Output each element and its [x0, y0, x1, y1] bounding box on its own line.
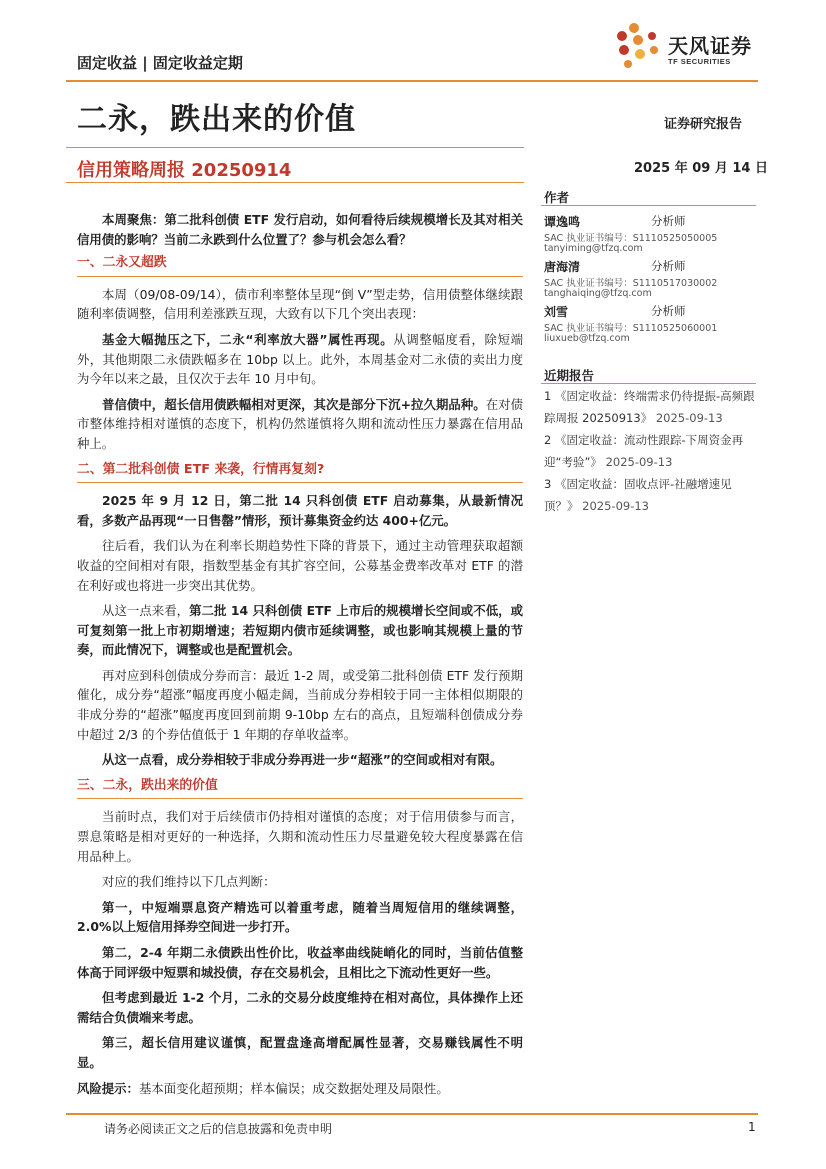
section-3-title: 三、二永，跌出来的价值 — [77, 777, 218, 793]
recent-report-item[interactable] — [544, 385, 759, 429]
risk-warning — [77, 1079, 523, 1099]
paragraph: 对应的我们维持以下几点判断： — [102, 874, 276, 890]
risk-text: 基本面变化超预期；样本偏误；成交数据处理及局限性。 — [138, 1080, 449, 1096]
brand-name-en: TF SECURITIES — [668, 57, 731, 66]
paragraph: 往后看，我们认为在利率长期趋势性下降的背景下，通过主动管理获取超额收益的空间相对有限，指数型基金有其扩容空间，公募基金费率改革对 ETF 的潜在利好或也将进一步突出其优势。 — [77, 538, 523, 593]
recent-divider — [541, 383, 756, 384]
recent-report-title: 1 《固定收益：终端需求仍待提振-高频跟踪周报 20250913》 — [544, 389, 755, 425]
paragraph: 第三，超长信用建议谨慎，配置盘逢高增配属性显著，交易赚钱属性不明显。 — [77, 1035, 523, 1070]
paragraph: 第一，中短端票息资产精选可以着重考虑，随着当周短信用的继续调整，2.0%以上短信用择券空间进一步打开。 — [77, 899, 523, 935]
section-1-title: 一、二永又超跌 — [77, 255, 167, 271]
section-divider — [77, 798, 523, 799]
recent-report-item[interactable] — [544, 473, 759, 517]
author-role: 分析师 — [651, 304, 686, 318]
authors-divider — [541, 205, 756, 206]
report-type: 证券研究报告 — [664, 117, 743, 132]
report-subtitle: 信用策略周报 20250914 — [77, 160, 292, 181]
recent-report-date: 2025-09-13 — [655, 411, 723, 425]
recent-report-title: 2 《固定收益：流动性跟踪-下周资金再迎“考验”》 — [544, 433, 744, 469]
author-name: 唐海清 — [544, 260, 581, 274]
footer-divider — [66, 1113, 758, 1115]
subtitle-divider — [66, 182, 524, 183]
paragraph: 但考虑到最近 1-2 个月，二永的交易分歧度维持在相对高位，具体操作上还需结合负债端来考虑。 — [77, 990, 523, 1025]
report-category: 固定收益 | 固定收益定期 — [77, 54, 243, 72]
paragraph — [77, 395, 523, 454]
author-email[interactable]: tanyiming@tfzq.com — [544, 243, 643, 254]
paragraph-body: 在对债市整体维持相对谨慎的态度下，机构仍然谨慎将久期和流动性压力暴露在信用品种上。 — [77, 396, 523, 451]
paragraph: 当前时点，我们对于后续债市仍持相对谨慎的态度；对于信用债参与而言，票息策略是相对更好的一种选择，久期和流动性压力尽量避免较大程度暴露在信用品种上。 — [77, 809, 523, 864]
authors-heading: 作者 — [544, 190, 570, 205]
author-cert: SAC 执业证书编号：S1110517030002 — [544, 278, 718, 289]
author-name: 刘雪 — [544, 305, 569, 319]
page-title: 二永，跌出来的价值 — [77, 102, 356, 137]
brand-name: 天风证券 — [668, 34, 752, 58]
recent-reports-heading: 近期报告 — [544, 368, 595, 383]
paragraph — [77, 601, 523, 660]
paragraph-lead: 基金大幅抛压之下，二永“利率放大器”属性再现。 — [102, 331, 394, 347]
recent-report-date: 2025-09-13 — [605, 455, 673, 469]
recent-report-date: 2025-09-13 — [582, 499, 649, 513]
paragraph: 再对应到科创债成分券而言：最近 1-2 周，或受第二批科创债 ETF 发行预期催化，成分券“超涨”幅度再度小幅走阔，当前成分券相较于同一主体相似期限的非成分券的“超涨”幅度再度回到前期 9-10bp 左右的高点，且短端科创债成分券中超过 2/3 的个券估值低于 1 年期的存单收益率。 — [77, 667, 523, 742]
author-cert: SAC 执业证书编号：S1110525050005 — [544, 233, 718, 244]
report-date: 2025 年 09 月 14 日 — [634, 161, 768, 176]
risk-label: 风险提示： — [77, 1080, 139, 1096]
title-divider — [66, 147, 524, 148]
paragraph — [77, 330, 523, 389]
author-email[interactable]: tanghaiqing@tfzq.com — [544, 288, 652, 299]
paragraph-body: 第二批 14 只科创债 ETF 上市后的规模增长空间或不低，或可复刻第一批上市初期增速；若短期内债市延续调整，或也影响其规模上量的节奏，而此情况下，调整或也是配置机会。 — [77, 603, 523, 658]
recent-report-item[interactable] — [544, 429, 759, 473]
main-content — [77, 210, 523, 1098]
paragraph: 本周（09/08-09/14），债市利率整体呈现“倒 V”型走势，信用债整体继续跟随利率债调整，信用利差涨跌互现，大致有以下几个突出表现： — [77, 286, 523, 322]
author-cert: SAC 执业证书编号：S1110525060001 — [544, 323, 718, 334]
author-role: 分析师 — [651, 259, 686, 273]
section-2-title: 二、第二批科创债 ETF 来袭，行情再复刻? — [77, 461, 325, 477]
paragraph-body: 从调整幅度看，除短端外，其他期限二永债跌幅多在 10bp 以上。此外，本周基金对二永债的卖出力度为今年以来之最，且仅次于去年 10 月中旬。 — [77, 331, 523, 387]
paragraph-lead: 普信债中，超长信用债跌幅相对更深，其次是部分下沉+拉久期品种。 — [102, 396, 486, 412]
author-email[interactable]: liuxueb@tfzq.com — [544, 333, 630, 344]
author-name: 谭逸鸣 — [544, 215, 581, 229]
intro-paragraph: 本周聚焦：第二批科创债 ETF 发行启动，如何看待后续规模增长及其对相关信用债的影响？当前二永跌到什么位置了？参与机会怎么看？ — [77, 212, 523, 247]
header-divider — [66, 80, 758, 82]
page-number: 1 — [748, 1120, 756, 1134]
footer-disclaimer: 请务必阅读正文之后的信息披露和免责申明 — [104, 1122, 333, 1136]
section-divider — [77, 482, 523, 483]
paragraph: 第二，2-4 年期二永债跌出性价比，收益率曲线陡峭化的同时，当前估值整体高于同评级中短票和城投债，存在交易机会，且相比之下流动性更好一些。 — [77, 945, 523, 980]
section-divider — [77, 276, 523, 277]
paragraph-lead: 从这一点来看， — [102, 603, 190, 619]
recent-report-title: 3 《固定收益：固收点评-社融增速见顶？》 — [544, 477, 732, 513]
author-role: 分析师 — [651, 214, 686, 228]
paragraph: 2025 年 9 月 12 日，第二批 14 只科创债 ETF 启动募集，从最新情况看，多数产品再现“一日售罄”情形，预计募集资金约达 400+亿元。 — [77, 493, 523, 528]
paragraph: 从这一点看，成分券相较于非成分券再进一步“超涨”的空间或相对有限。 — [102, 752, 503, 768]
